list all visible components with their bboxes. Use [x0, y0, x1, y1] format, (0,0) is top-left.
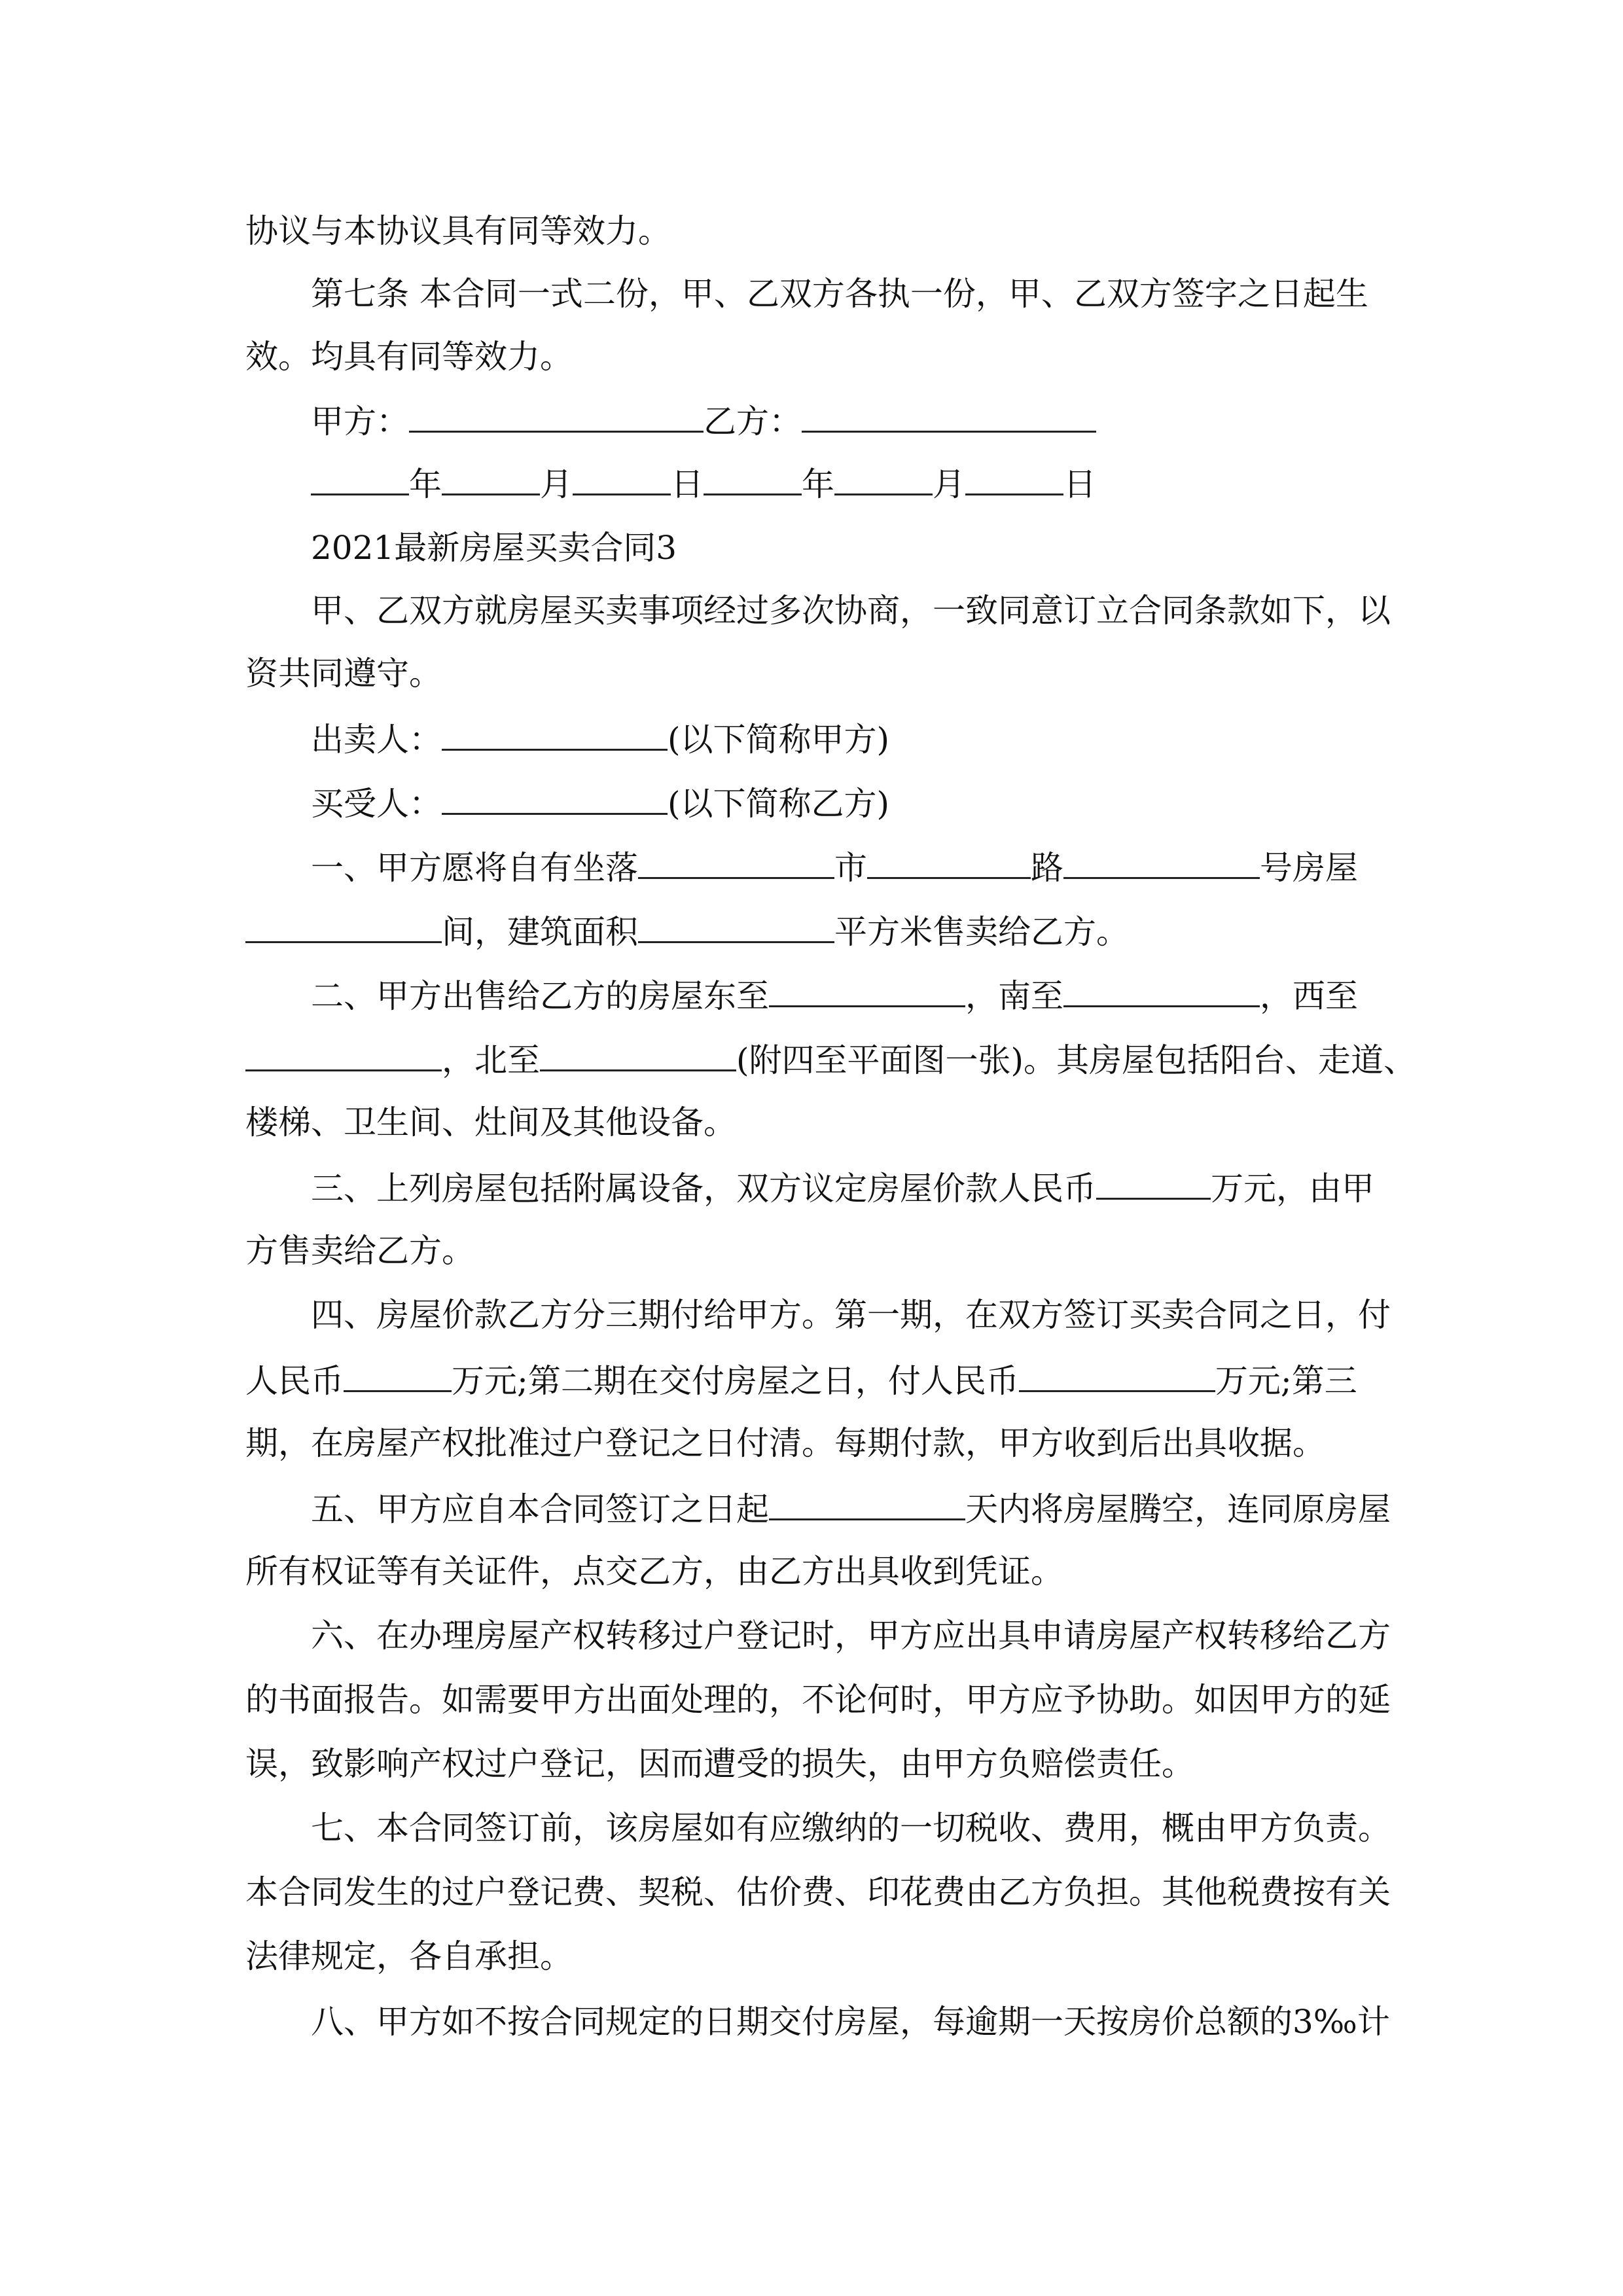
paragraph-line — [245, 1860, 1391, 1924]
buyer-label: 买受人： — [311, 785, 442, 823]
text: 楼梯、卫生间、灶间及其他设备。 — [245, 1103, 736, 1141]
paragraph-line — [245, 1668, 1391, 1732]
buyer-line — [311, 770, 1384, 834]
paragraph-line — [245, 1732, 1384, 1796]
text: 的书面报告。如需要甲方出面处理的，不论何时，甲方应予协助。如因甲方的延 — [245, 1681, 1391, 1719]
seller-blank — [442, 706, 668, 751]
days-blank — [769, 1475, 965, 1520]
paragraph-line — [245, 1026, 1417, 1090]
year-label: 年 — [409, 465, 442, 503]
text: 甲、乙双方就房屋买卖事项经过多次协商，一致同意订立合同条款如下，以 — [311, 592, 1391, 630]
text: 方售卖给乙方。 — [245, 1232, 474, 1270]
text: 六、在办理房屋产权转移过户登记时，甲方应出具申请房屋产权转移给乙方 — [311, 1617, 1391, 1655]
paragraph-line — [311, 1283, 1391, 1347]
price-blank — [1096, 1155, 1211, 1200]
text: 所有权证等有关证件，点交乙方，由乙方出具收到凭证。 — [245, 1552, 1063, 1590]
paragraph-line — [245, 1539, 1384, 1604]
party-a-blank — [409, 387, 704, 433]
text: 期，在房屋产权批准过户登记之日付清。每期付款，甲方收到后出具收据。 — [245, 1424, 1325, 1462]
section-title — [311, 516, 1384, 580]
text: 号房屋 — [1260, 849, 1358, 887]
text: 本合同发生的过户登记费、契税、估价费、印花费由乙方负担。其他税费按有关 — [245, 1873, 1391, 1911]
text: 二、甲方出售给乙方的房屋东至 — [311, 977, 769, 1015]
month-blank — [442, 450, 540, 495]
area-blank — [638, 898, 834, 943]
month-label: 月 — [933, 465, 965, 503]
party-b-label: 乙方： — [704, 403, 802, 440]
text: 一、甲方愿将自有坐落 — [311, 849, 638, 887]
paragraph-line — [311, 1796, 1391, 1860]
paragraph-line — [311, 1475, 1391, 1539]
text: (附四至平面图一张)。其房屋包括阳台、走道、 — [736, 1041, 1417, 1079]
text: 第七条 本合同一式二份，甲、乙双方各执一份，甲、乙双方签字之日起生 — [311, 275, 1368, 313]
text: 五、甲方应自本合同签订之日起 — [311, 1490, 769, 1528]
text: ，北至 — [442, 1041, 540, 1079]
south-blank — [1063, 962, 1260, 1007]
text: 市 — [834, 849, 867, 887]
paragraph-line — [311, 962, 1384, 1026]
text: 效。均具有同等效力。 — [245, 338, 573, 376]
paragraph-line — [245, 1924, 1384, 1988]
north-blank — [540, 1026, 736, 1071]
text: 2021最新房屋买卖合同3 — [311, 529, 677, 567]
buyer-note: (以下简称乙方) — [668, 785, 890, 823]
paragraph-line — [311, 1604, 1391, 1668]
text: 三、上列房屋包括附属设备，双方议定房屋价款人民币 — [311, 1170, 1096, 1208]
text: 人民币 — [245, 1362, 344, 1400]
paragraph-line — [245, 325, 1384, 389]
text: ，西至 — [1260, 977, 1358, 1015]
text: 天内将房屋腾空，连同原房屋 — [965, 1490, 1391, 1528]
road-blank — [867, 834, 1031, 879]
paragraph-line — [245, 898, 1384, 962]
party-a-label: 甲方： — [311, 403, 409, 440]
text: 四、房屋价款乙方分三期付给甲方。第一期，在双方签订买卖合同之日，付 — [311, 1296, 1391, 1334]
text: 法律规定，各自承担。 — [245, 1937, 573, 1975]
signature-line — [311, 387, 1384, 452]
text: ，南至 — [965, 977, 1063, 1015]
text: 资共同遵守。 — [245, 655, 442, 692]
day-label: 日 — [671, 465, 704, 503]
seller-note: (以下简称甲方) — [668, 721, 890, 759]
month-blank — [834, 450, 933, 495]
day-blank — [573, 450, 671, 495]
text: 八、甲方如不按合同规定的日期交付房屋，每逾期一天按房价总额的3‰计 — [311, 2003, 1390, 2041]
first-payment-blank — [344, 1347, 452, 1392]
text: 万元;第二期在交付房屋之日，付人民币 — [452, 1362, 1019, 1400]
text: 七、本合同签订前，该房屋如有应缴纳的一切税收、费用，概由甲方负责。 — [311, 1809, 1391, 1847]
text: 协议与本协议具有同等效力。 — [245, 212, 671, 250]
text: 路 — [1031, 849, 1063, 887]
paragraph-line — [245, 1090, 1384, 1155]
paragraph-line — [245, 1411, 1384, 1475]
year-blank — [704, 450, 802, 495]
paragraph-line — [311, 1990, 1390, 2054]
party-b-blank — [802, 387, 1096, 433]
second-payment-blank — [1019, 1347, 1215, 1392]
year-label: 年 — [802, 465, 834, 503]
west-blank — [245, 1026, 442, 1071]
paragraph-line — [311, 1155, 1384, 1219]
text: 间，建筑面积 — [442, 913, 638, 951]
paragraph-line — [311, 262, 1384, 326]
rooms-blank — [245, 898, 442, 943]
paragraph-line — [245, 199, 1384, 263]
text: 万元，由甲 — [1211, 1170, 1374, 1208]
text: 万元;第三 — [1215, 1362, 1357, 1400]
east-blank — [769, 962, 965, 1007]
date-line — [311, 450, 1384, 514]
seller-label: 出卖人： — [311, 721, 442, 759]
paragraph-line — [311, 579, 1391, 643]
day-label: 日 — [1063, 465, 1096, 503]
text: 误，致影响产权过户登记，因而遭受的损失，由甲方负赔偿责任。 — [245, 1745, 1194, 1783]
location-blank — [638, 834, 834, 879]
day-blank — [965, 450, 1063, 495]
number-blank — [1063, 834, 1260, 879]
year-blank — [311, 450, 409, 495]
paragraph-line — [245, 1347, 1384, 1411]
buyer-blank — [442, 770, 668, 815]
month-label: 月 — [540, 465, 573, 503]
seller-line — [311, 706, 1384, 770]
text: 平方米售卖给乙方。 — [834, 913, 1129, 951]
paragraph-line — [245, 1219, 1384, 1283]
paragraph-line — [311, 834, 1384, 898]
paragraph-line — [245, 641, 1384, 706]
